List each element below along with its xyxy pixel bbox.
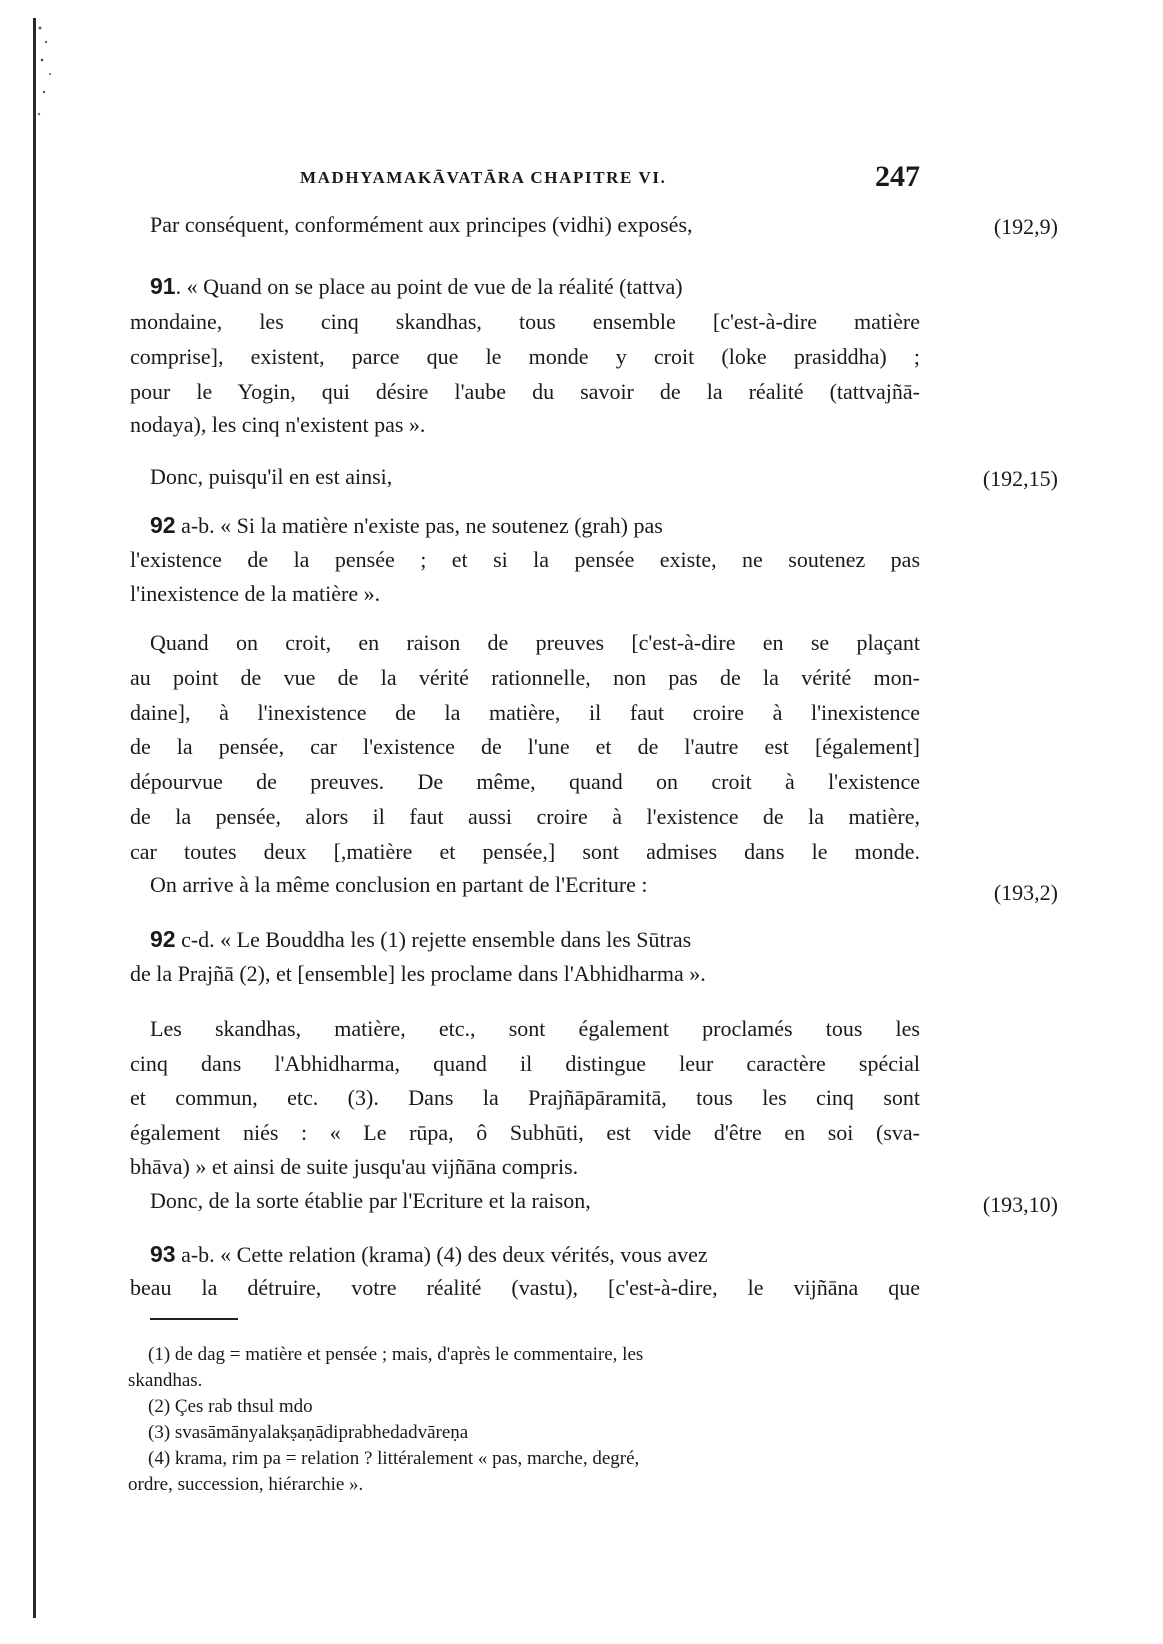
verse-91-line: comprise], existent, parce que le monde y croit (loke prasiddha) ; [130,344,920,369]
verse-91-line: nodaya), les cinq n'existent pas ». [130,412,426,437]
verse-92ab-line: l'existence de la pensée ; et si la pensée existe, ne soutenez pas [130,547,920,572]
paragraph-line: Quand on croit, en raison de preuves [c'est-à-dire en se plaçant [150,630,920,655]
verse-91-line [150,269,920,304]
paragraph-line: bhāva) » et ainsi de suite jusqu'au vijñāna compris. [130,1154,579,1179]
paragraph-line: au point de vue de la vérité rationnelle, non pas de la vérité mon- [130,665,920,690]
verse-number: 93 [150,1241,176,1267]
footnote: (1) de dag = matière et pensée ; mais, d'après le commentaire, les [148,1344,644,1365]
verse-93-line: beau la détruire, votre réalité (vastu), [c'est-à-dire, le vijñāna que [130,1275,920,1300]
paragraph-line: dépourvue de preuves. De même, quand on croit à l'existence [130,769,920,794]
footnote: (3) svasāmānyalakṣaṇādiprabhedadvāreṇa [148,1422,469,1443]
margin-reference: (192,9) [993,214,1058,239]
paragraph-line: Donc, puisqu'il en est ainsi, [150,464,393,489]
paragraph-line: également niés : « Le rūpa, ô Subhūti, est vide d'être en soi (sva- [130,1120,920,1145]
verse-text: . « Quand on se place au point de vue de la réalité (tattva) [175,274,683,299]
footnote-rule [150,1318,238,1320]
margin-reference: (193,2) [993,880,1058,905]
verse-number: 92 [150,512,176,538]
verse-number: 92 [150,926,176,952]
footnote: ordre, succession, hiérarchie ». [128,1474,364,1495]
paragraph-line: Par conséquent, conformément aux principes (vidhi) exposés, [150,212,693,237]
verse-92ab-line [150,508,920,543]
paragraph-line: et commun, etc. (3). Dans la Prajñāpāramitā, tous les cinq sont [130,1085,920,1110]
verse-92cd-line [150,922,920,957]
verse-91-line: mondaine, les cinq skandhas, tous ensemble [c'est-à-dire matière [130,309,920,334]
margin-reference: (192,15) [982,466,1058,491]
paragraph-line: car toutes deux [,matière et pensée,] sont admises dans le monde. [130,839,920,864]
margin-reference: (193,10) [982,1192,1058,1217]
verse-92cd-line: de la Prajñā (2), et [ensemble] les proclame dans l'Abhidharma ». [130,961,706,986]
paragraph-line: cinq dans l'Abhidharma, quand il distingue leur caractère spécial [130,1051,920,1076]
verse-92ab-line: l'inexistence de la matière ». [130,581,381,606]
verse-91-line: pour le Yogin, qui désire l'aube du savoir de la réalité (tattvajñā- [130,379,920,404]
paragraph-line: de la pensée, car l'existence de l'une et de l'autre est [également] [130,734,920,759]
page-number: 247 [875,160,920,193]
paragraph-line: de la pensée, alors il faut aussi croire à l'existence de la matière, [130,804,920,829]
running-head [300,160,920,200]
running-head-title: MADHYAMAKĀVATĀRA CHAPITRE VI. [300,168,667,187]
footnote: (2) Çes rab thsul mdo [148,1396,313,1417]
verse-93-line [150,1237,920,1272]
footnote: (4) krama, rim pa = relation ? littéralement « pas, marche, degré, [148,1448,640,1469]
paragraph-line: daine], à l'inexistence de la matière, il faut croire à l'inexistence [130,700,920,725]
verse-text: a-b. « Si la matière n'existe pas, ne soutenez (grah) pas [181,513,663,538]
paragraph-line: Donc, de la sorte établie par l'Ecriture et la raison, [150,1188,591,1213]
verse-text: c-d. « Le Bouddha les (1) rejette ensemble dans les Sūtras [181,927,692,952]
footnote: skandhas. [128,1370,203,1391]
verse-text: a-b. « Cette relation (krama) (4) des deux vérités, vous avez [181,1242,708,1267]
paragraph-line: Les skandhas, matière, etc., sont également proclamés tous les [150,1016,920,1041]
paragraph-line: On arrive à la même conclusion en partant de l'Ecriture : [150,872,648,897]
verse-number: 91 [150,273,176,299]
